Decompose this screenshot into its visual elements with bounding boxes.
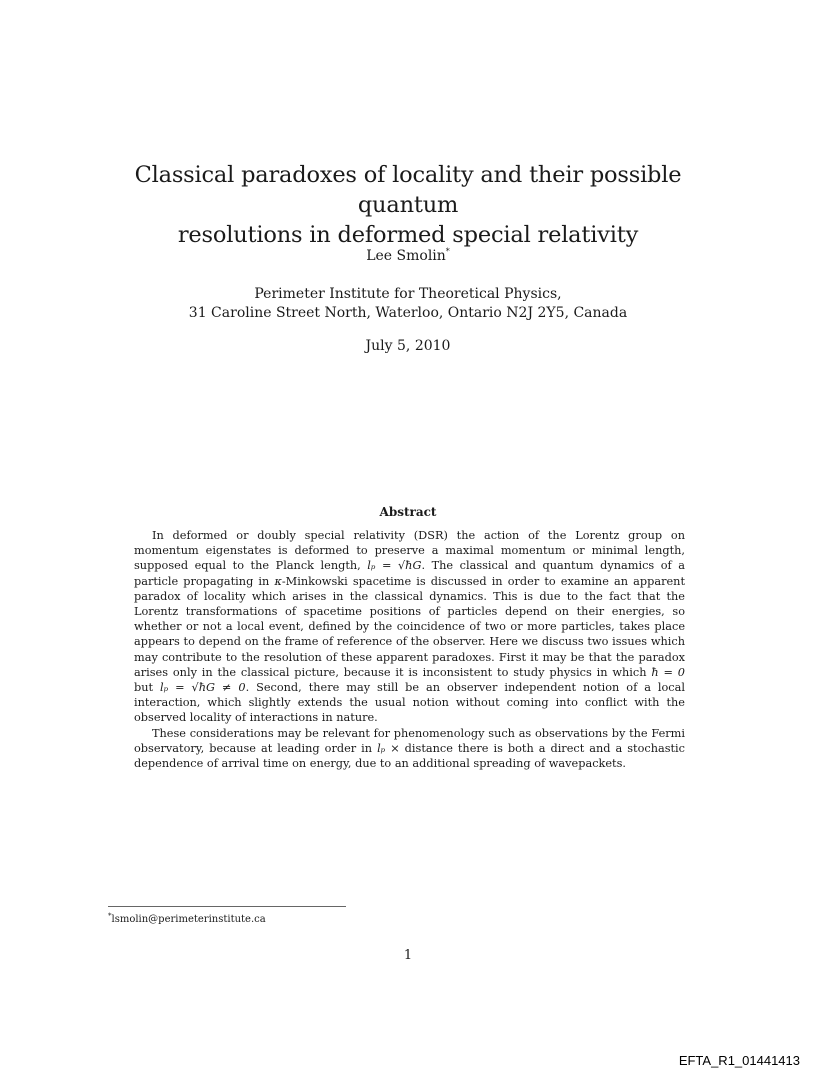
author-name: Lee Smolin — [366, 248, 446, 264]
abstract-body — [134, 528, 685, 771]
math-hbar-zero: ħ = 0 — [651, 665, 685, 679]
math-kappa: κ — [274, 574, 282, 588]
affiliation-line-1: Perimeter Institute for Theoretical Physics, — [254, 286, 562, 302]
abstract-text: . The classical and quantum dynamics of a particle propagating in — [134, 559, 685, 588]
abstract-text: but — [134, 681, 160, 695]
abstract-text: These considerations may be relevant for phenomenology such as observations by the Fermi observatory, because at leading order in — [134, 726, 685, 755]
footnote-mark: * — [108, 912, 112, 920]
abstract-paragraph-2 — [134, 726, 685, 772]
footnote-email: lsmolin@perimeterinstitute.ca — [111, 914, 266, 925]
author-footnote-mark: * — [445, 247, 450, 256]
document-stamp: EFTA_R1_01441413 — [678, 1053, 800, 1068]
abstract-text: In deformed or doubly special relativity (DSR) the action of the Lorentz group on momentum eigenstates is deformed to preserve a maximal momentum or minimal length, supposed equal to the Planck length, — [134, 529, 685, 573]
abstract-heading: Abstract — [379, 505, 437, 519]
affiliation — [0, 285, 816, 323]
abstract-text: . Second, there may still be an observer independent notion of a local interaction, which slightly extends the usual notion without coming into conflict with the observed locality of interactions in nature. — [134, 681, 685, 725]
abstract-text: distance there is both a direct and a stochastic dependence of arrival time on energy, due to an additional spreading of wavepackets. — [134, 741, 685, 771]
page-number: 1 — [403, 948, 413, 963]
affiliation-line-2: 31 Caroline Street North, Waterloo, Ontario N2J 2Y5, Canada — [188, 305, 628, 321]
math-planck-length: lₚ = √ħG — [367, 559, 422, 573]
footnote — [108, 912, 266, 925]
title-line-1: Classical paradoxes of locality and their possible quantum — [134, 162, 682, 218]
abstract-text: -Minkowski spacetime is discussed in order to examine an apparent paradox of locality which arises in the classical dynamics. This is due to the fact that the Lorentz transformations of spacetime positions of particles depend on their energies, so whether or not a local event, defined by the coincidence of two or more particles, takes place appears to depend on the frame of reference of the observer. Here we discuss two issues which may contribute to the resolution of these apparent paradoxes. First it may be that the paradox arises only in the classical picture, because it is inconsistent to study physics in which — [134, 574, 685, 679]
footnote-divider — [108, 906, 346, 907]
author — [0, 247, 816, 264]
title-line-2: resolutions in deformed special relativity — [177, 222, 639, 248]
date: July 5, 2010 — [365, 338, 451, 354]
math-planck-times: lₚ × — [377, 741, 400, 755]
abstract-paragraph-1 — [134, 528, 685, 726]
paper-title — [90, 160, 726, 250]
math-planck-nonzero: lₚ = √ħG ≠ 0 — [160, 681, 246, 695]
